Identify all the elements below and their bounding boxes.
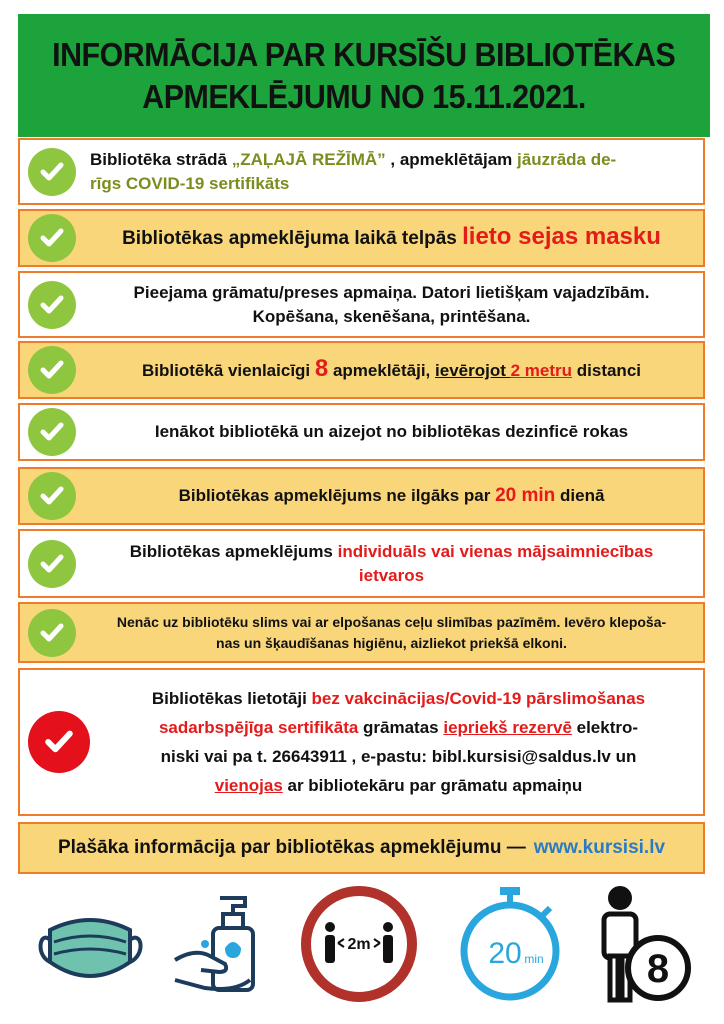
timer-20-min-icon xyxy=(455,885,565,1005)
poster-header xyxy=(18,14,710,137)
row-text xyxy=(76,612,703,654)
row-text-part: Bibliotēkas apmeklējums ne ilgāks par xyxy=(178,486,496,505)
row-highlight: vienojas xyxy=(214,776,283,795)
row-highlight: 2 metru xyxy=(510,361,573,380)
row-text-part: , apmeklētājam xyxy=(385,149,518,169)
row-highlight: ietvaros xyxy=(358,565,425,585)
row-highlight: sadarbspējīga sertifikāta xyxy=(158,718,359,737)
person-count-8-icon xyxy=(588,880,698,1008)
check-icon xyxy=(28,214,76,262)
row-text-part: ar bibliotekāru par grāmatu apmaiņu xyxy=(282,776,583,795)
row-highlight: 20 min xyxy=(495,485,556,506)
header-line-2: APMEKLĒJUMU NO 15.11.2021. xyxy=(142,77,586,115)
check-icon xyxy=(28,540,76,588)
row-text xyxy=(76,148,703,196)
info-row-individual xyxy=(18,529,705,598)
timer-value: 20 xyxy=(488,937,522,970)
info-row-duration xyxy=(18,467,705,525)
distance-2m-icon xyxy=(300,885,418,1003)
row-text-part: nas un šķaudīšanas higiēnu, aizliekot priekšā elkoni. xyxy=(216,634,567,651)
row-text-part: grāmatas xyxy=(358,718,444,737)
row-text-part: elektro- xyxy=(571,718,639,737)
row-text-part: Bibliotēkas apmeklējums xyxy=(129,541,338,561)
row-highlight: bez vakcinācijas/Covid-19 pārslimošanas xyxy=(311,689,646,708)
check-icon xyxy=(28,408,76,456)
row-text-part: Pieejama grāmatu/preses apmaiņa. Datori lietišķam vajadzībām. xyxy=(133,282,650,302)
row-highlight: „ZAĻAJĀ REŽĪMĀ” xyxy=(231,149,386,169)
row-text-part: distanci xyxy=(572,361,641,380)
header-line-1: INFORMĀCIJA PAR KURSĪŠU BIBLIOTĒKAS xyxy=(52,35,676,73)
face-mask-icon xyxy=(30,900,150,1000)
check-icon xyxy=(28,346,76,394)
row-underlined: ievērojot xyxy=(435,361,511,380)
row-text xyxy=(76,540,703,588)
more-info-text: Plašāka informācija par bibliotēkas apmeklējumu — xyxy=(57,837,526,858)
row-text xyxy=(76,225,703,251)
check-icon xyxy=(28,472,76,520)
row-highlight: rīgs COVID-19 sertifikāts xyxy=(90,173,290,193)
row-text-part: Bibliotēkā vienlaicīgi xyxy=(141,361,315,380)
info-row-disinfect xyxy=(18,403,705,461)
row-text-part: Bibliotēka strādā xyxy=(90,149,232,169)
info-row-mask xyxy=(18,209,705,267)
check-icon-red xyxy=(28,711,90,773)
row-highlight: iepriekš rezervē xyxy=(443,718,572,737)
row-text-part: Nenāc uz bibliotēku slims vai ar elpošanas ceļu slimības pazīmēm. Ievēro klepoša- xyxy=(116,613,667,630)
people-count: 8 xyxy=(646,947,670,991)
check-icon xyxy=(28,609,76,657)
row-highlight: individuāls vai vienas mājsaimniecības xyxy=(337,541,654,561)
row-text-part: dienā xyxy=(555,486,605,505)
timer-unit: min xyxy=(524,952,544,966)
check-icon xyxy=(28,148,76,196)
more-info-bar xyxy=(18,822,705,874)
hand-sanitizer-icon xyxy=(165,888,275,1008)
info-row-unvaccinated xyxy=(18,668,705,816)
row-text xyxy=(76,484,703,508)
row-text-part: apmeklētāji, xyxy=(328,361,436,380)
info-row-capacity xyxy=(18,341,705,399)
info-row-green-mode xyxy=(18,138,705,205)
row-text xyxy=(76,281,703,329)
row-text xyxy=(76,357,703,383)
info-row-services xyxy=(18,271,705,338)
row-text xyxy=(90,684,703,800)
row-text-part: Bibliotēkas lietotāji xyxy=(151,689,312,708)
info-row-hygiene xyxy=(18,602,705,663)
row-highlight: jāuzrāda de- xyxy=(517,149,617,169)
check-icon xyxy=(28,281,76,329)
row-text-part: Kopēšana, skenēšana, printēšana. xyxy=(252,306,531,326)
row-highlight: 8 xyxy=(314,355,329,382)
distance-label: 2m xyxy=(347,936,371,953)
row-text: Ienākot bibliotēkā un aizejot no bibliotēkas dezinficē rokas xyxy=(154,422,629,441)
row-highlight: lieto sejas masku xyxy=(462,223,661,250)
website-link[interactable]: www.kursisi.lv xyxy=(533,837,666,858)
icon-strip xyxy=(0,880,724,1020)
row-text-part: Bibliotēkas apmeklējuma laikā telpās xyxy=(122,228,463,249)
row-contact-text: niski vai pa t. 26643911 , e-pastu: bibl.kursisi@saldus.lv un xyxy=(160,747,637,766)
